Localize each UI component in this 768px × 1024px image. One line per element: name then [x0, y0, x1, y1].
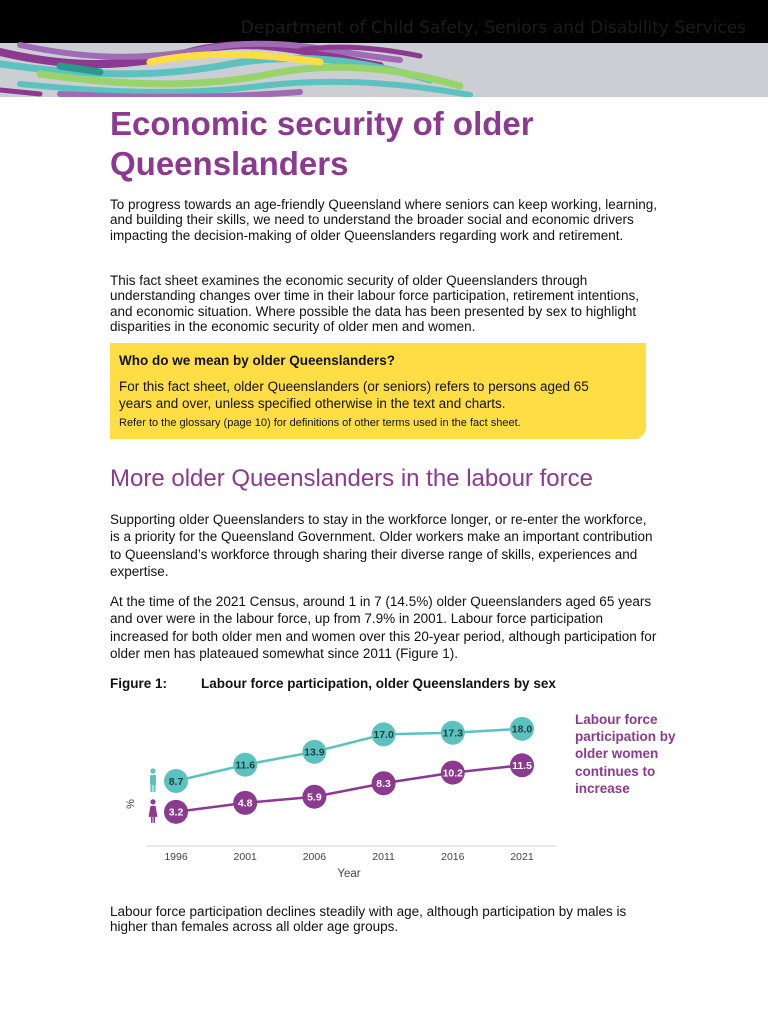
- intro-paragraph-2: This fact sheet examines the economic security of older Queenslanders through understanding changes over time in their labour force participation, retirement intentions, and economic situation. Where possible the data has been presented by sex to highlight disparities in the economic security of older men and women.: [110, 273, 640, 335]
- icon-body: [149, 806, 158, 817]
- section-paragraph-1: Supporting older Queenslanders to stay in the workforce longer, or re-enter the workforce, is a priority for the Queensland Government. Older workers make an important contribution to Queensland’s workforce through sharing their diverse range of skills, experiences and expertise.: [110, 512, 653, 579]
- wave-decoration: [0, 0, 768, 97]
- page-header: [0, 0, 768, 97]
- data-label: 13.9: [304, 746, 325, 759]
- icon-body: [150, 775, 156, 785]
- icon-leg: [154, 785, 156, 792]
- series-line: [176, 765, 522, 812]
- data-label: 11.6: [235, 759, 256, 772]
- data-label: 11.5: [512, 760, 532, 773]
- icon-head: [150, 799, 155, 804]
- callout-box: [110, 343, 646, 439]
- chart-side-note: Labour force participation by older women continues to increase: [575, 712, 676, 796]
- labour-force-chart: [110, 700, 570, 890]
- data-label: 8.7: [168, 775, 184, 788]
- x-tick-label: 2011: [372, 851, 395, 863]
- section-paragraph-2: At the time of the 2021 Census, around 1 in 7 (14.5%) older Queenslanders aged 65 years and over were in the labour force, up from 7.9% in 2001. Labour force participation increased for both older men and women over this 20-year period, although participation for older men has plateaued somewhat since 2011 (Figure 1).: [110, 594, 657, 661]
- x-tick-label: 1996: [164, 851, 188, 863]
- figure-title: Labour force participation, older Queenslanders by sex: [201, 676, 556, 691]
- x-tick-label: 2001: [233, 851, 257, 863]
- figure-number: Figure 1:: [110, 676, 168, 691]
- data-label: 4.8: [237, 797, 253, 810]
- icon-leg: [151, 817, 153, 823]
- intro-paragraph-1: To progress towards an age-friendly Queensland where seniors can keep working, learning, and building their skills, we need to understand the broader social and economic drivers impacting the decision-making of older Queenslanders regarding work and retirement.: [110, 197, 658, 243]
- icon-head: [150, 768, 155, 773]
- series-line: [176, 729, 522, 781]
- data-label: 3.2: [168, 806, 184, 819]
- data-label: 17.3: [442, 727, 464, 740]
- callout-text: For this fact sheet, older Queenslanders (or seniors) refers to persons aged 65 years and over, unless specified otherwise in the text and charts.: [119, 379, 589, 411]
- data-label: 18.0: [511, 723, 533, 736]
- department-name: Department of Child Safety, Seniors and Disability Services: [240, 18, 746, 38]
- y-axis-title: %: [125, 799, 137, 809]
- page-title: Economic security of older Queenslanders: [110, 105, 534, 182]
- x-tick-label: 2006: [302, 851, 327, 863]
- data-label: 10.2: [442, 767, 464, 780]
- icon-leg: [151, 785, 153, 792]
- male-icon: [150, 768, 156, 792]
- data-label: 17.0: [373, 729, 394, 742]
- x-axis-title: Year: [337, 868, 361, 880]
- section-heading: More older Queenslanders in the labour force: [110, 465, 593, 492]
- icon-leg: [153, 817, 155, 823]
- section-paragraph-3: Labour force participation declines steadily with age, although participation by males is higher than females across all older age groups.: [110, 904, 627, 935]
- x-tick-label: 2016: [441, 851, 465, 863]
- female-icon: [149, 799, 158, 823]
- data-label: 5.9: [307, 791, 322, 804]
- callout-note: Refer to the glossary (page 10) for definitions of other terms used in the fact sheet.: [119, 417, 521, 429]
- data-label: 8.3: [376, 778, 391, 791]
- x-tick-label: 2021: [510, 851, 534, 863]
- callout-title: Who do we mean by older Queenslanders?: [119, 353, 396, 368]
